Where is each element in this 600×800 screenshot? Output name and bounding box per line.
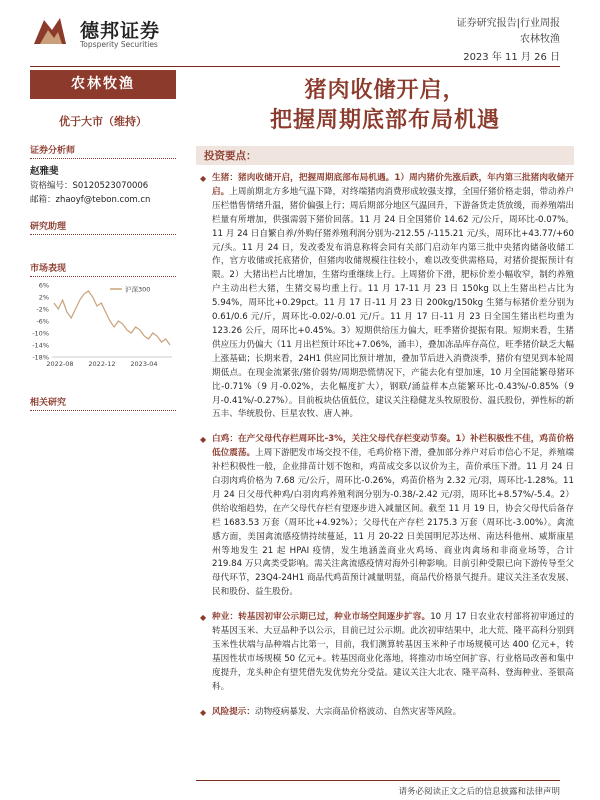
left-sidebar <box>30 70 176 411</box>
report-title <box>200 76 570 136</box>
footer-divider <box>196 780 560 781</box>
report-body <box>200 172 574 731</box>
title-line-1: 猪肉收储开启， <box>304 78 466 103</box>
header-divider <box>30 66 560 67</box>
paragraph-text: 动物疫病暴发、大宗商品价格波动、自然灾害等风险。 <box>254 706 462 717</box>
related-section-title: 相关研究 <box>30 395 176 411</box>
market-section-title: 市场表现 <box>30 261 176 277</box>
y-tick-label: -6% <box>36 317 49 326</box>
paragraph-broiler <box>200 433 574 600</box>
brand-name-en: Topsperity Securities <box>80 40 158 49</box>
x-tick-label: 2023-04 <box>130 360 158 368</box>
x-tick-label: 2022-08 <box>46 360 74 368</box>
header-sector: 农林牧渔 <box>520 34 560 45</box>
y-tick-label: -2% <box>36 305 49 314</box>
paragraph-risk <box>200 706 574 720</box>
analyst-name: 赵雅斐 <box>30 166 59 177</box>
paragraph-text: 上周前期北方多地气温下降，对终端猪肉消费形成较强支撑，全国仔猪价格走弱，带动养户压栏惜售情绪升温，猪价偏强上行；周后期部分地区气温回升，下游备货走货放缓，而养殖端出栏量有所增加，供强需弱下猪价回落。11 月 24 日全国猪价 14.62 元/公斤，周环比-0.07%。11 月 24 日自繁自养/外购仔猪养殖利润分别为-212.55 /-115.21 元/头，周环比+43.77/+60 元/头。11 月 24 日，发改委发布消息称将会同有关部门启动年内第三批中央猪肉储备收储工作，官方收储或托底猪价，但猪肉收储规模往往较小，难以改变供需格局，对猪价提振预计有限。2）大猪出栏占比增加，生猪均重继续上行。上周猪价下滑，肥标价差小幅收窄，制约养殖户主动出栏大猪，生猪交易均重上行。11 月 17-11 月 23 日 150kg 以上生猪出栏占比为 5.94%，周环比+0.29pct。11 月 17 日-11 月 23 日 200kg/150kg 生猪与标猪价差分别为 0.61/0.6 元/斤，周环比-0.02/-0.01 元/斤。11 月 17 日-11 月 23 日全国生猪出栏均重为 123.26 公斤，周环比+0.45%。3）短期供给压力偏大，旺季猪价提振有限。短期来看，生猪供应压力仍偏大（11 月出栏预计环比+7.06%，涌丰），叠加冻品库存高位，旺季猪价缺乏大幅上涨基础；长期来看，24H1 供应同比预计增加，叠加节后进入消费淡季，猪价有望见到本轮周期低点。在现金流紧张/猪价弱势/周期恐慌情况下，产能去化有望加速，10 月全国能繁母猪环比-0.71%（9 月-0.02%，去化幅度扩大），钢联/涌益样本点能繁环比-0.43%/-0.85%（9 月-0.41%/-0.27%）。目前板块估值低位，建议关注稳健龙头牧原股份、温氏股份，弹性标的新五丰、华统股份、巨星农牧、唐人神。 <box>212 186 574 420</box>
y-tick-label: -14% <box>32 341 49 350</box>
y-tick-label: 6% <box>38 281 49 290</box>
y-tick-label: 2% <box>38 293 49 302</box>
analyst-email[interactable]: 邮箱：zhaoyf@tebon.com.cn <box>30 195 151 205</box>
bullet-icon: ◆ <box>200 174 207 183</box>
paragraph-lead: 白鸡：在产父母代存栏周环比-3%，关注父母代存栏变动节奏。1）补栏积极性不佳，鸡苗价格低位震荡。 <box>212 434 574 459</box>
paragraph-text: 上周下游肥发市场交投不佳，毛鸡价格下滑，叠加部分养户对后市信心不足，养殖端补栏积极性一般，企业排苗计划不饱和，鸡苗成交多以议价为主，苗价承压下滑。11 月 24 日白羽肉鸡价格为 7.68 元/公斤，周环比-0.26%，鸡苗价格为 2.32 元/羽，周环比-1.28%。11 月 24 日父母代种鸡/白羽肉鸡养殖利润分别为-0.38/-2.42 元/羽，周环比+8.57%/-5.4。2）供给收缩趋势，在产父母代存栏有望逐步进入减量区间。截至 11 月 19 日，协会父母代后备存栏 1683.53 万套（周环比+4.92%）；父母代在产存栏 2175.3 万套（周环比-3.00%）。禽流感方面，美国禽流感疫情持续蔓延，11 月 20-22 日美国明尼苏达州、南达科他州、威斯康星州等地发生 21 起 HPAI 疫情，发生地涵盖商业火鸡场、商业肉禽场和非商业场等，合计 219.84 万只禽类受影响。需关注禽流感疫情对海外引种影响。目前引种受限已向下游传导至父母代环节，23Q4-24H1 商品代鸡苗预计减量明显，商品代价格景气提升。建议关注圣农发展、民和股份、益生股份。 <box>212 448 574 598</box>
report-type: 证券研究报告|行业周报 <box>456 18 560 29</box>
bullet-icon: ◆ <box>200 435 207 445</box>
analyst-cert: 资格编号：S0120523070006 <box>30 181 149 191</box>
paragraph-seed <box>200 611 574 694</box>
market-chart <box>30 281 176 371</box>
paragraph-text: 10 月 17 日农业农村部将初审通过的转基因玉米、大豆品种予以公示，目前已过公示期。此次初审结果中，北大荒、隆平高科分别到玉米性状端与品种端占比第一，目前，我们测算转基因玉米种子市场规模可达 400 亿元+，转基因性状市场规模 50 亿元+。转基因商业化落地，将推动市场空间扩容、行业格局改善和集中度提升，龙头种企有望凭借先发优势充分受益。建议关注大北农、隆平高科、登海种业、荃银高科。 <box>212 612 574 692</box>
report-date: 2023 年 11 月 26 日 <box>463 52 560 63</box>
sector-box: 农林牧渔 <box>30 70 176 99</box>
summary-header <box>196 146 574 165</box>
series-line-hs300 <box>54 291 170 345</box>
bullet-icon: ◆ <box>200 707 207 717</box>
footer-disclaimer: 请务必阅读正文之后的信息披露和法律声明 <box>398 787 560 797</box>
summary-header-label: 投资要点： <box>204 150 257 162</box>
x-tick-label: 2022-12 <box>88 360 116 368</box>
market-chart-svg <box>30 281 176 371</box>
title-line-2: 把握周期底部布局机遇 <box>269 108 500 133</box>
paragraph-lead: 种业：转基因初审公示期已过，种业市场空间逐步扩容。 <box>212 612 431 623</box>
y-tick-label: -18% <box>32 353 49 362</box>
assistant-section-title: 研究助理 <box>30 219 176 235</box>
legend-label: 沪深300 <box>125 285 151 294</box>
paragraph-lead: 风险提示： <box>212 706 255 717</box>
analyst-section-title: 证券分析师 <box>30 143 176 159</box>
y-tick-label: -10% <box>32 329 49 338</box>
rating: 优于大市（维持） <box>59 115 147 128</box>
brand-name-cn: 德邦证券 <box>80 20 161 42</box>
company-logo-icon <box>30 14 70 50</box>
paragraph-lead: 生猪：猪肉收储开启，把握周期底部布局机遇。1）周内猪价先涨后跌，年内第三批猪肉收储开启。 <box>212 173 574 197</box>
bullet-icon: ◆ <box>200 613 207 623</box>
paragraph-hog <box>200 172 574 422</box>
